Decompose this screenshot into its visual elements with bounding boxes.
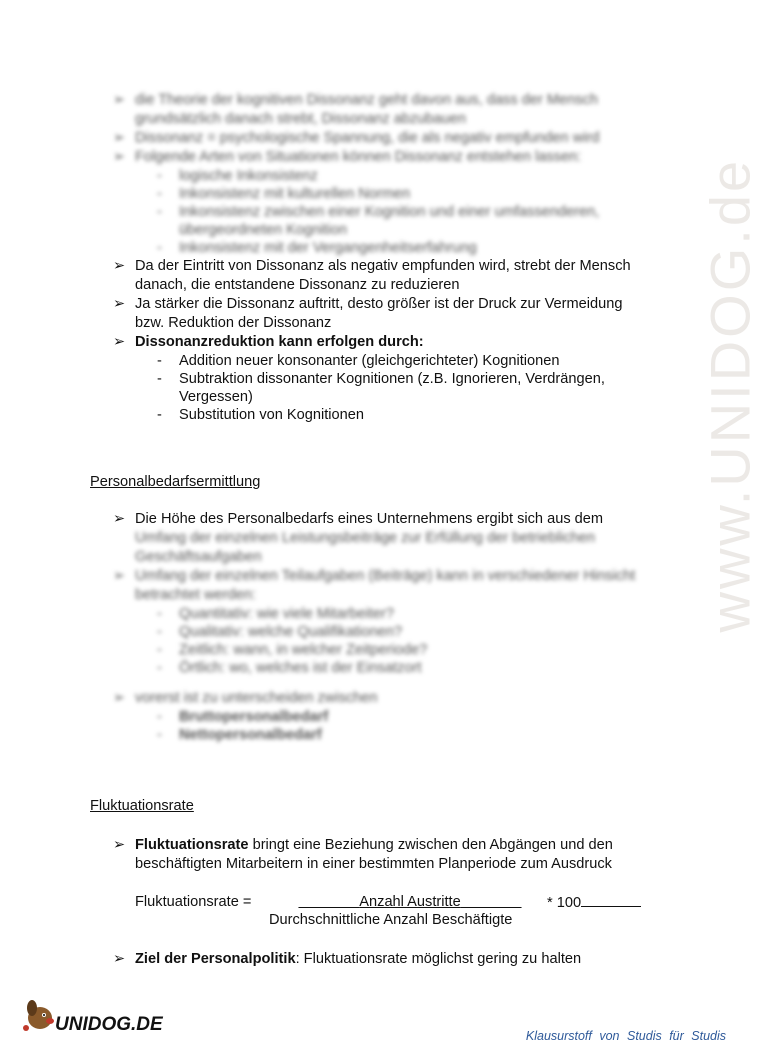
arrow-bullet-icon: ➢ <box>113 568 126 584</box>
section-dissonanz <box>113 91 673 424</box>
arrow-bullet-icon: ➢ <box>113 149 126 165</box>
dash-marker: - <box>157 709 162 725</box>
sub-item <box>113 726 673 744</box>
dash-marker: - <box>157 642 162 658</box>
sub-item <box>113 352 673 370</box>
arrow-bullet-icon: ➢ <box>113 258 126 274</box>
sub-item-text: Vergessen) <box>179 389 253 405</box>
bullet-text: bzw. Reduktion der Dissonanz <box>135 315 332 331</box>
list-item <box>113 689 673 708</box>
list-item <box>113 91 673 129</box>
reduction-list <box>113 352 673 424</box>
sub-item <box>113 659 673 677</box>
bullet-text: danach, die entstandene Dissonanz zu reduzieren <box>135 277 460 293</box>
arrow-bullet-icon: ➢ <box>113 296 126 312</box>
sub-item-text: Addition neuer konsonanter (gleichgerichteter) Kognitionen <box>179 353 560 369</box>
continuation-line: Geschäftsaufgaben <box>135 549 262 565</box>
goal-bullet <box>113 950 673 969</box>
bullet-text: Da der Eintritt von Dissonanz als negativ empfunden wird, strebt der Mensch <box>135 258 631 274</box>
bullet-bold-term: Fluktuationsrate <box>135 837 249 853</box>
sub-item-text: übergeordneten Kognition <box>179 222 347 238</box>
sub-item <box>113 605 673 623</box>
sub-item-text: Bruttopersonalbedarf <box>179 709 329 725</box>
sub-item-text: Substitution von Kognitionen <box>179 407 364 423</box>
formula <box>135 894 655 934</box>
sub-item-text: Qualitativ: welche Qualifikationen? <box>179 624 403 640</box>
section-heading-personalbedarf: Personalbedarfsermittlung <box>90 474 261 490</box>
bullet-text-line2: beschäftigten Mitarbeitern in einer bestimmten Planperiode zum Ausdruck <box>135 856 612 872</box>
blurred-lines <box>113 529 673 567</box>
arrow-bullet-icon: ➢ <box>113 511 126 527</box>
continuation-line: Umfang der einzelnen Leistungsbeiträge zur Erfüllung der betrieblichen <box>135 530 595 546</box>
arrow-bullet-icon: ➢ <box>113 130 126 146</box>
dash-marker: - <box>157 660 162 676</box>
dash-marker: - <box>157 727 162 743</box>
blurred-bullet <box>113 567 673 677</box>
bullet-text: Die Höhe des Personalbedarfs eines Unternehmens ergibt sich aus dem <box>135 511 604 527</box>
formula-label: Fluktuationsrate = <box>135 894 252 910</box>
formula-multiplier: * 100 <box>547 894 641 911</box>
footer-tagline: Klausurstoff von Studis für Studis <box>525 1029 726 1043</box>
dash-marker: - <box>157 407 162 423</box>
dissonance-bullets <box>113 257 673 333</box>
formula-numerator: Anzahl Austritte <box>359 894 461 910</box>
sub-item-text: Zeitlich: wann, in welcher Zeitperiode? <box>179 642 428 658</box>
list-item <box>113 295 673 333</box>
dash-marker: - <box>157 240 162 256</box>
sub-item-text: Inkonsistenz mit der Vergangenheitserfahrung <box>179 240 477 256</box>
list-item <box>113 950 673 969</box>
dash-marker: - <box>157 624 162 640</box>
sub-item <box>113 406 673 424</box>
sub-item-text: Inkonsistenz mit kulturellen Normen <box>179 186 411 202</box>
bullet-text: Dissonanz = psychologische Spannung, die als negativ empfunden wird <box>135 130 600 146</box>
blurred-bullet <box>113 689 673 744</box>
bullet-text: vorerst ist zu unterscheiden zwischen <box>135 690 378 706</box>
dash-marker: - <box>157 186 162 202</box>
blurred-bullets <box>113 91 673 257</box>
dash-marker: - <box>157 371 162 387</box>
bullet-text: Folgende Arten von Situationen können Dissonanz entstehen lassen: <box>135 149 582 165</box>
sub-item <box>113 239 673 257</box>
list-item <box>113 567 673 605</box>
arrow-bullet-icon: ➢ <box>113 92 126 108</box>
bold-bullet <box>113 333 673 352</box>
dash-marker: - <box>157 204 162 220</box>
sub-item <box>113 641 673 659</box>
section-personalbedarf <box>113 510 673 744</box>
sub-item-text: Nettopersonalbedarf <box>179 727 322 743</box>
sub-item-text: Subtraktion dissonanter Kognitionen (z.B. Ignorieren, Verdrängen, <box>179 371 605 387</box>
sub-item-text: Inkonsistenz zwischen einer Kognition und einer umfassenderen, <box>179 204 600 220</box>
dash-marker: - <box>157 353 162 369</box>
bullet-text: grundsätzlich danach strebt, Dissonanz abzubauen <box>135 111 467 127</box>
list-item <box>113 836 673 874</box>
bullet-bold-term: Ziel der Personalpolitik <box>135 951 296 967</box>
sub-item <box>113 167 673 185</box>
bullet-text: die Theorie der kognitiven Dissonanz geht davon aus, dass der Mensch <box>135 92 598 108</box>
watermark: www.UNIDOG.de <box>698 157 762 633</box>
sub-item-text: Örtlich: wo, welches ist der Einsatzort <box>179 660 422 676</box>
sub-item <box>113 370 673 406</box>
dog-icon <box>22 988 182 1038</box>
list-item <box>113 148 673 167</box>
bullet-text: : Fluktuationsrate möglichst gering zu halten <box>295 951 582 967</box>
section-fluktuation <box>113 836 673 874</box>
sub-item <box>113 623 673 641</box>
unidog-logo <box>22 988 182 1042</box>
sub-item <box>113 203 673 239</box>
arrow-bullet-icon: ➢ <box>113 690 126 706</box>
sub-item <box>113 708 673 726</box>
bold-bullet-text: Dissonanzreduktion kann erfolgen durch: <box>135 334 424 350</box>
bullet-text: bringt eine Beziehung zwischen den Abgängen und den <box>248 837 613 853</box>
list-item <box>113 257 673 295</box>
bullet-text: Ja stärker die Dissonanz auftritt, desto größer ist der Druck zur Vermeidung <box>135 296 623 312</box>
formula-denominator: Durchschnittliche Anzahl Beschäftigte <box>269 912 513 928</box>
sub-item-text: logische Inkonsistenz <box>179 168 318 184</box>
list-item <box>113 129 673 148</box>
sub-item <box>113 185 673 203</box>
section-heading-fluktuation: Fluktuationsrate <box>90 798 194 814</box>
list-item <box>113 510 673 529</box>
arrow-bullet-icon: ➢ <box>113 334 126 350</box>
bullet-text: betrachtet werden: <box>135 587 256 603</box>
dash-marker: - <box>157 606 162 622</box>
arrow-bullet-icon: ➢ <box>113 951 126 967</box>
dash-marker: - <box>157 168 162 184</box>
sub-item-text: Quantitativ: wie viele Mitarbeiter? <box>179 606 394 622</box>
logo-text: UNIDOG.DE <box>55 1014 163 1035</box>
arrow-bullet-icon: ➢ <box>113 837 126 853</box>
bullet-text: Umfang der einzelnen Teilaufgaben (Beiträge) kann in verschiedener Hinsicht <box>135 568 636 584</box>
